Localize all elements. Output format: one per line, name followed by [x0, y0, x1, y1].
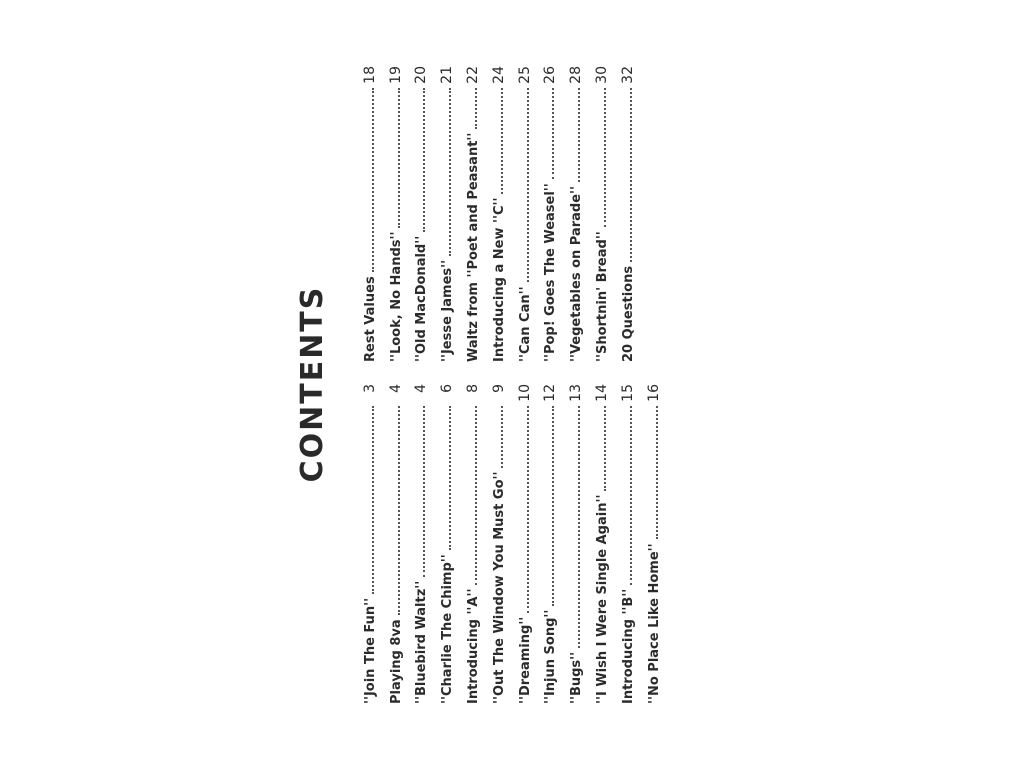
dot-leader	[398, 88, 400, 228]
toc-entry-page: 24	[490, 66, 507, 84]
toc-entry-title: 20 Questions	[620, 265, 636, 362]
toc-entry-page: 30	[593, 66, 610, 84]
dot-leader	[475, 406, 477, 585]
toc-entry-page: 20	[413, 66, 430, 84]
toc-entry	[533, 384, 559, 704]
toc-entry-title: ''Charlie The Chimp''	[440, 554, 456, 704]
dot-leader	[501, 88, 503, 194]
toc-entry-title: ''No Place Like Home''	[646, 543, 662, 704]
toc-entry	[429, 66, 455, 362]
toc-entry	[378, 384, 404, 704]
toc-entry-page: 3	[361, 384, 378, 393]
toc-entry-page: 12	[542, 384, 559, 402]
toc-entry	[378, 66, 404, 362]
toc-entry-title: Introducing ''B''	[620, 588, 636, 704]
toc-entry-page: 28	[568, 66, 585, 84]
dot-leader	[552, 88, 554, 179]
toc-entry-title: ''Join The Fun''	[362, 597, 378, 704]
toc-entry	[610, 66, 636, 362]
toc-entry-title: ''Can Can''	[517, 286, 533, 362]
toc-entry	[533, 66, 559, 362]
toc-entry-page: 6	[439, 384, 456, 393]
toc-entry-page: 22	[464, 66, 481, 84]
toc-entry-title: Waltz from ''Poet and Peasant''	[465, 132, 481, 362]
dot-leader	[475, 88, 477, 129]
dot-leader	[527, 406, 529, 613]
dot-leader	[423, 406, 425, 577]
contents-right-column	[352, 66, 636, 362]
toc-entry-title: Rest Values	[362, 276, 378, 362]
toc-entry	[584, 384, 610, 704]
toc-entry-title: Introducing a New ''C''	[491, 197, 507, 362]
dot-leader	[552, 406, 554, 606]
toc-entry	[584, 66, 610, 362]
toc-entry	[481, 66, 507, 362]
dot-leader	[604, 406, 606, 491]
toc-entry-page: 4	[413, 384, 430, 393]
toc-entry-title: ''Bluebird Waltz''	[414, 580, 430, 704]
toc-entry-page: 8	[464, 384, 481, 393]
toc-entry-title: ''Pop! Goes The Weasel''	[543, 183, 559, 362]
toc-entry-page: 21	[439, 66, 456, 84]
dot-leader	[398, 406, 400, 615]
dot-leader	[372, 406, 374, 594]
toc-entry	[558, 384, 584, 704]
dot-leader	[501, 406, 503, 468]
contents-left-column	[352, 384, 662, 704]
dot-leader	[423, 88, 425, 232]
dot-leader	[449, 406, 451, 550]
toc-entry	[352, 66, 378, 362]
toc-entry	[507, 384, 533, 704]
toc-entry-title: ''Look, No Hands''	[388, 231, 404, 362]
toc-entry-title: ''Vegetables on Parade''	[569, 185, 585, 362]
toc-entry	[352, 384, 378, 704]
toc-entry-page: 18	[361, 66, 378, 84]
toc-entry-page: 26	[542, 66, 559, 84]
toc-entry	[610, 384, 636, 704]
toc-entry-title: ''Out The Window You Must Go''	[491, 471, 507, 704]
dot-leader	[630, 88, 632, 262]
toc-entry-title: ''Old MacDonald''	[414, 235, 430, 362]
toc-entry-page: 19	[387, 66, 404, 84]
toc-entry-page: 14	[593, 384, 610, 402]
dot-leader	[578, 406, 580, 648]
toc-entry-page: 4	[387, 384, 404, 393]
page-title: CONTENTS	[295, 285, 330, 483]
toc-entry	[404, 384, 430, 704]
toc-entry	[429, 384, 455, 704]
toc-entry-page: 25	[516, 66, 533, 84]
toc-entry-title: ''Dreaming''	[517, 616, 533, 704]
dot-leader	[372, 88, 374, 272]
toc-entry	[636, 384, 662, 704]
toc-entry-title: ''Jesse James''	[440, 259, 456, 362]
toc-entry-page: 10	[516, 384, 533, 402]
toc-entry-page: 13	[568, 384, 585, 402]
dot-leader	[630, 406, 632, 585]
dot-leader	[449, 88, 451, 256]
toc-entry-title: ''Bugs''	[569, 651, 585, 704]
toc-entry-page: 9	[490, 384, 507, 393]
toc-entry	[455, 66, 481, 362]
toc-entry-title: ''I Wish I Were Single Again''	[594, 494, 610, 704]
dot-leader	[527, 88, 529, 282]
toc-entry-title: ''Injun Song''	[543, 609, 559, 704]
dot-leader	[604, 88, 606, 227]
toc-entry	[507, 66, 533, 362]
dot-leader	[578, 88, 580, 182]
toc-entry-title: Introducing ''A''	[465, 588, 481, 704]
dot-leader	[656, 406, 658, 539]
toc-entry-page: 32	[619, 66, 636, 84]
toc-entry	[455, 384, 481, 704]
toc-entry-page: 16	[645, 384, 662, 402]
toc-entry	[558, 66, 584, 362]
toc-entry-title: ''Shortnin' Bread''	[594, 231, 610, 362]
toc-entry-page: 15	[619, 384, 636, 402]
toc-entry-title: Playing 8va	[388, 619, 404, 704]
toc-entry	[404, 66, 430, 362]
toc-entry	[481, 384, 507, 704]
